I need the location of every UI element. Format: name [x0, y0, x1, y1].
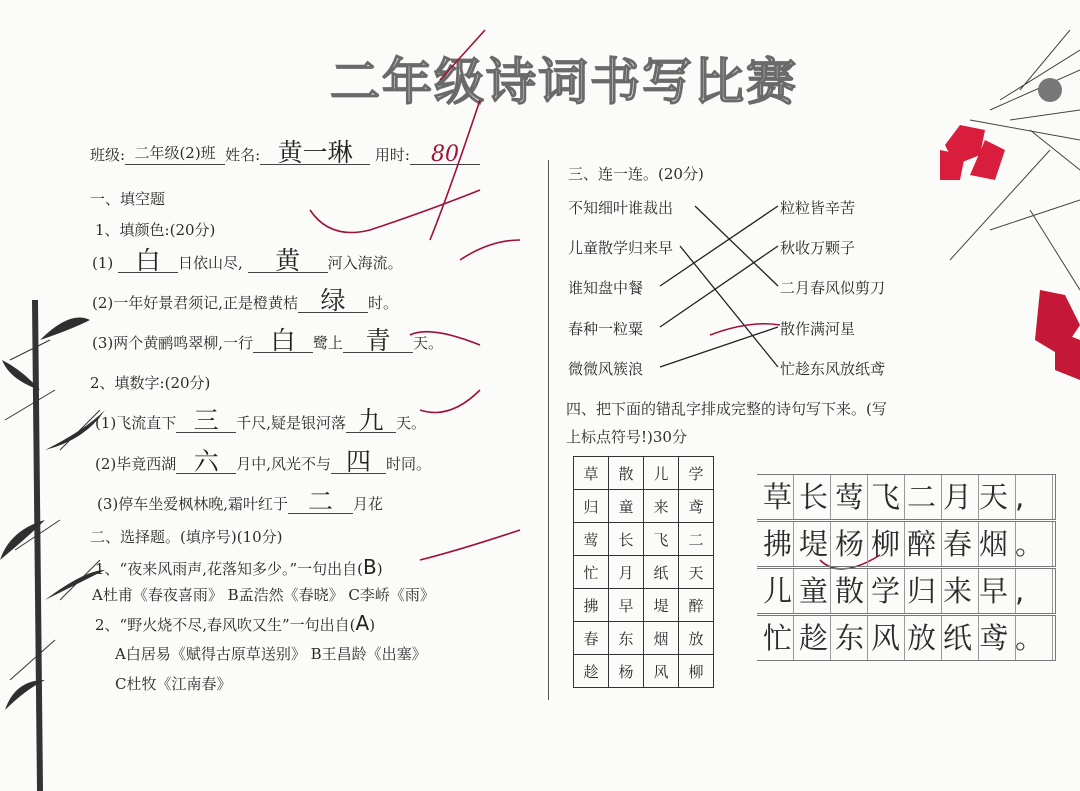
connect-right-item: 散作满河星 — [780, 320, 856, 338]
connect-right-item: 秋收万颗子 — [780, 239, 856, 257]
color-q3: (3)两个黄鹂鸣翠柳,一行 白 鹭上 青 天。 — [92, 326, 444, 355]
grid-cell: 堤 — [644, 589, 679, 622]
connect-left-item: 微微风簇浪 — [568, 360, 644, 378]
connect-left-item: 不知细叶谁裁出 — [568, 199, 674, 217]
answer-blank: 白 — [253, 330, 313, 353]
answer-blank: 四 — [331, 451, 386, 474]
connection-line — [660, 206, 778, 286]
connect-left-item: 谁知盘中餐 — [568, 279, 644, 297]
grid-cell: 草 — [574, 457, 609, 490]
grid-cell: 月 — [609, 556, 644, 589]
connect-right-item: 粒粒皆辛苦 — [780, 199, 856, 217]
answer-line: 儿童散学归来早, — [757, 568, 1056, 614]
name-value: 黄一琳 — [260, 142, 370, 165]
connect-right-item: 二月春风似剪刀 — [780, 279, 886, 297]
grid-cell: 二 — [679, 523, 714, 556]
answer-blank: 青 — [343, 330, 413, 353]
grid-cell: 拂 — [574, 589, 609, 622]
answer-line: 忙趁东风放纸鸢。 — [757, 615, 1056, 661]
answer-line: 拂堤杨柳醉春烟。 — [757, 521, 1056, 567]
answer-blank: 九 — [346, 410, 396, 433]
class-label: 班级: — [90, 146, 126, 164]
page-title: 二年级诗词书写比赛 — [330, 53, 798, 111]
connection-line — [660, 246, 778, 327]
grid-cell: 来 — [644, 490, 679, 523]
grid-cell: 风 — [644, 655, 679, 688]
grid-cell: 儿 — [644, 457, 679, 490]
part1-heading: 一、填空题 — [90, 190, 166, 208]
connect-left-item: 春种一粒粟 — [568, 320, 644, 338]
number-q2: (2)毕竟西湖 六 月中,风光不与 四 时同。 — [95, 447, 432, 476]
answer-blank: 二 — [288, 491, 353, 514]
answer-blank: 白 — [118, 250, 178, 273]
choice-answer: B — [363, 555, 377, 579]
grid-cell: 纸 — [644, 556, 679, 589]
choice-q1-options: A杜甫《春夜喜雨》 B孟浩然《春晓》 C李峤《雨》 — [92, 586, 435, 604]
connect-left-item: 儿童散学归来早 — [568, 239, 674, 257]
answer-blank: 六 — [176, 451, 236, 474]
grid-cell: 归 — [574, 490, 609, 523]
class-value: 二年级(2)班 — [125, 142, 225, 165]
number-q3: (3)停车坐爱枫林晚,霜叶红于 二 月花 — [97, 487, 384, 516]
choice-q2-options-a: A白居易《赋得古原草送别》 B王昌龄《出塞》 — [115, 645, 427, 663]
grid-cell: 长 — [609, 523, 644, 556]
grid-cell: 莺 — [574, 523, 609, 556]
part3-heading: 三、连一连。(20分) — [568, 165, 704, 183]
grid-cell: 趁 — [574, 655, 609, 688]
choice-q1: 1、“夜来风雨声,花落知多少。”一句出自(B) — [95, 555, 383, 579]
part2-heading: 二、选择题。(填序号)(10分) — [90, 528, 283, 546]
grid-cell: 散 — [609, 457, 644, 490]
grid-cell: 春 — [574, 622, 609, 655]
answer-blank: 黄 — [248, 250, 328, 273]
grid-cell: 学 — [679, 457, 714, 490]
color-q2: (2)一年好景君须记,正是橙黄桔 绿 时。 — [92, 286, 399, 315]
grid-cell: 忙 — [574, 556, 609, 589]
choice-q2-options-b: C杜牧《江南春》 — [115, 675, 232, 693]
grid-cell: 柳 — [679, 655, 714, 688]
color-q1: (1) 白 日依山尽, 黄 河入海流。 — [92, 246, 403, 275]
answer-blank: 三 — [176, 410, 236, 433]
grid-cell: 鸢 — [679, 490, 714, 523]
part1-sub2: 2、填数字:(20分) — [90, 374, 211, 392]
grid-cell: 童 — [609, 490, 644, 523]
grid-cell: 醉 — [679, 589, 714, 622]
grid-cell: 东 — [609, 622, 644, 655]
name-label: 姓名: — [225, 146, 261, 164]
grid-cell: 放 — [679, 622, 714, 655]
scrambled-char-grid — [573, 456, 714, 688]
choice-q2: 2、“野火烧不尽,春风吹又生”一句出自(A) — [95, 611, 376, 635]
time-label: 用时: — [374, 146, 410, 164]
answer-blank: 绿 — [298, 290, 368, 313]
part4-heading: 四、把下面的错乱字排成完整的诗句写下来。(写 — [566, 400, 887, 418]
connection-line — [680, 246, 778, 367]
connection-line — [660, 327, 778, 367]
part4-heading-2: 上标点符号!)30分 — [566, 428, 687, 446]
answer-line: 草长莺飞二月天, — [757, 474, 1056, 520]
part1-sub1: 1、填颜色:(20分) — [95, 221, 216, 239]
choice-answer: A — [355, 611, 370, 635]
grid-cell: 杨 — [609, 655, 644, 688]
number-q1: (1)飞流直下 三 千尺,疑是银河落 九 天。 — [95, 406, 427, 435]
grid-cell: 飞 — [644, 523, 679, 556]
time-value: 80 — [410, 142, 480, 165]
grid-cell: 早 — [609, 589, 644, 622]
grid-cell: 烟 — [644, 622, 679, 655]
grid-cell: 天 — [679, 556, 714, 589]
connect-right-item: 忙趁东风放纸鸢 — [780, 360, 886, 378]
